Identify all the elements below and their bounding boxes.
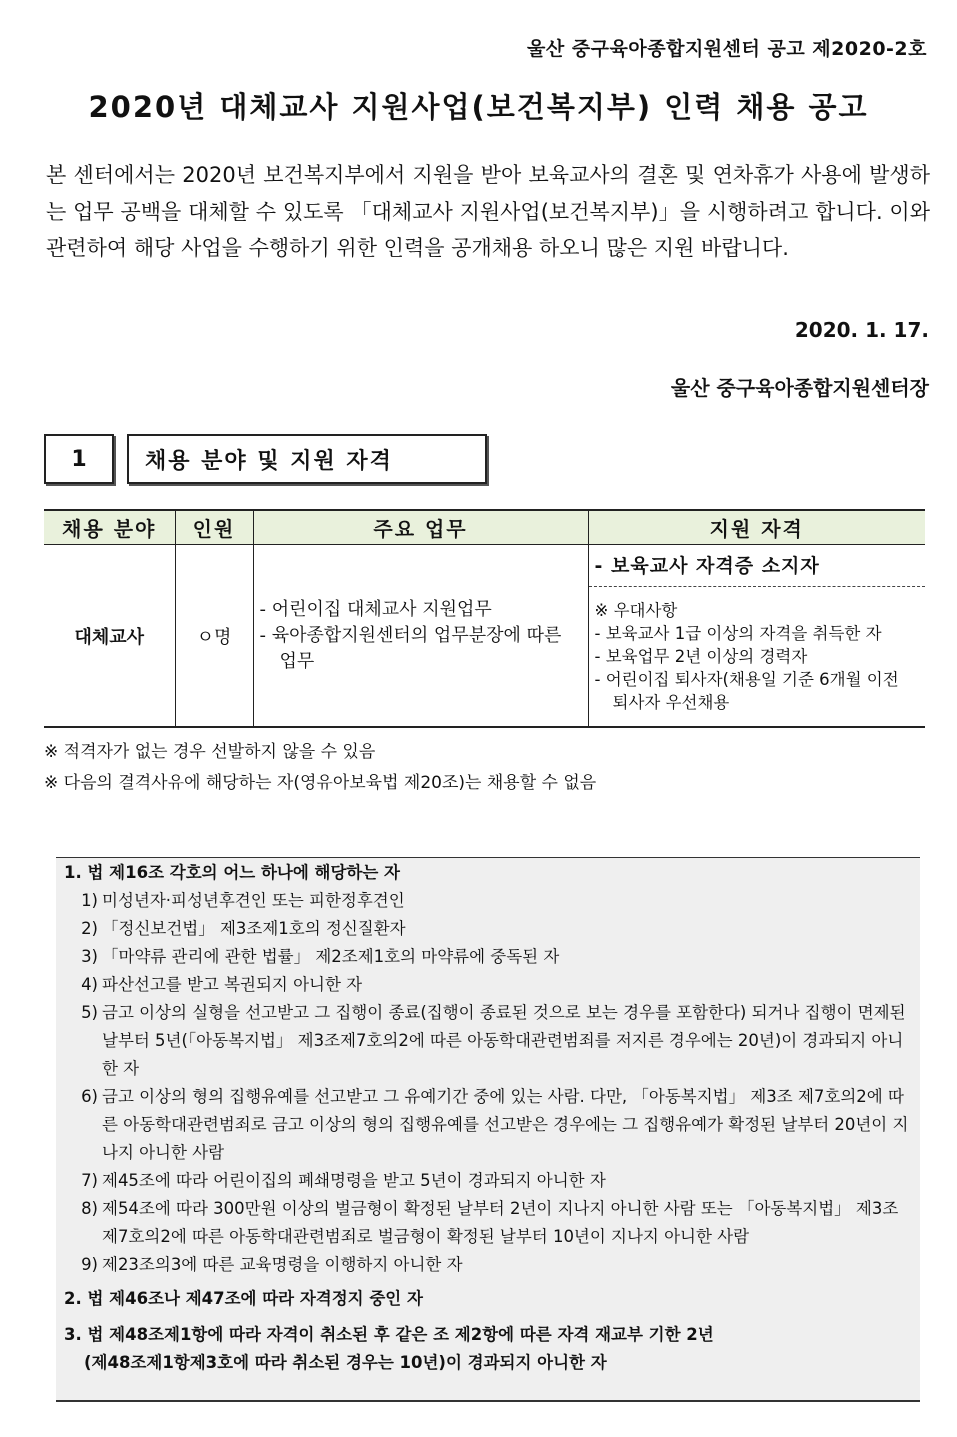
preference-item: - 보육업무 2년 이상의 경력자	[594, 647, 808, 666]
list-item	[64, 1251, 912, 1279]
disqualification-section1-title: 1. 법 제16조 각호의 어느 하나에 해당하는 자	[64, 863, 400, 882]
item-number: 6)	[81, 1087, 98, 1106]
intro-paragraph: 본 센터에서는 2020년 보건복지부에서 지원을 받아 보육교사의 결혼 및 연차휴가 사용에 발생하는 업무 공백을 대체할 수 있도록 「대체교사 지원사업(보건복지부)」을 시행하려고 합니다. 이와 관련하여 해당 사업을 수행하기 위한 인력을 공개채용 하오니 많은 지원 바랍니다.	[46, 163, 930, 260]
item-number: 2)	[81, 919, 98, 938]
disqualification-section2: 2. 법 제46조나 제47조에 따라 자격정지 중인 자	[64, 1289, 423, 1308]
section3-line: (제48조제1항제3호에 따라 취소된 경우는 10년)이 경과되지 아니한 자	[84, 1353, 607, 1372]
item-text: 「정신보건법」 제3조제1호의 정신질환자	[102, 919, 406, 938]
item-number: 7)	[81, 1171, 98, 1190]
item-text: 금고 이상의 실형을 선고받고 그 집행이 종료(집행이 종료된 것으로 보는 경우를 포함한다) 되거나 집행이 면제된 날부터 5년(「아동복지법」 제3조제7호의2에 따른 아동학대관련범죄를 저지른 경우에는 20년)이 경과되지 아니한 자	[102, 1003, 906, 1078]
item-text: 「마약류 관리에 관한 법률」 제2조제1호의 마약류에 중독된 자	[102, 947, 560, 966]
disqualification-list	[64, 887, 912, 1279]
preference-item: - 보육교사 1급 이상의 자격을 취득한 자	[594, 624, 882, 643]
item-text: 금고 이상의 형의 집행유예를 선고받고 그 유예기간 중에 있는 사람. 다만, 「아동복지법」 제3조 제7호의2에 따른 아동학대관련범죄로 금고 이상의 형의 집행유예를 선고받은 경우에는 그 집행유예가 확정된 날부터 20년이 지나지 아니한 사람	[102, 1087, 909, 1162]
disqualification-section3	[64, 1321, 912, 1377]
item-number: 4)	[81, 975, 98, 994]
footnote: ※ 다음의 결격사유에 해당하는 자(영유아보육법 제20조)는 채용할 수 없음	[44, 773, 597, 793]
footnote: ※ 적격자가 없는 경우 선발하지 않을 수 있음	[44, 742, 376, 762]
notice-number: 울산 중구육아종합지원센터 공고 제2020-2호	[527, 38, 927, 60]
section3-line: 3. 법 제48조제1항에 따라 자격이 취소된 후 같은 조 제2항에 따른 자격 재교부 기한 2년	[64, 1325, 714, 1344]
list-item	[64, 1195, 912, 1251]
item-text: 제54조에 따라 300만원 이상의 벌금형이 확정된 날부터 2년이 지나지 아니한 사람 또는 「아동복지법」 제3조제7호의2에 따른 아동학대관련범죄로 벌금형이 확정된 날부터 10년이 지나지 아니한 사람	[102, 1199, 899, 1246]
list-item	[64, 971, 912, 999]
item-number: 8)	[81, 1199, 98, 1218]
disqualification-box	[56, 857, 920, 1402]
item-number: 1)	[81, 891, 98, 910]
cell-duties	[253, 545, 588, 728]
duty-item: - 어린이집 대체교사 지원업무	[259, 598, 492, 620]
list-item	[64, 1083, 912, 1167]
signer: 울산 중구육아종합지원센터장	[670, 376, 929, 400]
preferences-title: ※ 우대사항	[594, 601, 678, 620]
list-item	[64, 915, 912, 943]
page-title: 2020년 대체교사 지원사업(보건복지부) 인력 채용 공고	[88, 90, 869, 124]
preferences	[589, 587, 926, 726]
header-duties: 주요 업무	[253, 510, 588, 545]
cell-count: ㅇ명	[175, 545, 253, 728]
qualification-main: - 보육교사 자격증 소지자	[589, 545, 926, 587]
list-item	[64, 943, 912, 971]
table-row	[44, 545, 925, 728]
duties-list	[254, 597, 588, 675]
notice-date: 2020. 1. 17.	[794, 318, 929, 342]
item-text: 파산선고를 받고 복권되지 아니한 자	[102, 975, 363, 994]
section-number-box: 1	[44, 434, 114, 484]
item-number: 3)	[81, 947, 98, 966]
footnotes	[44, 737, 596, 799]
header-qualification: 지원 자격	[588, 510, 925, 545]
preferences-list	[595, 622, 920, 714]
section-title-box: 채용 분야 및 지원 자격	[127, 434, 487, 484]
cell-field: 대체교사	[44, 545, 175, 728]
item-text: 미성년자·피성년후견인 또는 피한정후견인	[102, 891, 405, 910]
list-item	[64, 1167, 912, 1195]
item-number: 9)	[81, 1255, 98, 1274]
recruitment-table	[44, 509, 925, 728]
table-header-row	[44, 510, 925, 545]
item-text: 제45조에 따라 어린이집의 폐쇄명령을 받고 5년이 경과되지 아니한 자	[102, 1171, 606, 1190]
duty-item: - 육아종합지원센터의 업무분장에 따른 업무	[259, 624, 562, 672]
item-text: 제23조의3에 따른 교육명령을 이행하지 아니한 자	[102, 1255, 463, 1274]
preference-item: - 어린이집 퇴사자(채용일 기준 6개월 이전 퇴사자 우선채용	[594, 670, 899, 712]
header-count: 인원	[175, 510, 253, 545]
item-number: 5)	[81, 1003, 98, 1022]
list-item	[64, 999, 912, 1083]
list-item	[64, 887, 912, 915]
header-field: 채용 분야	[44, 510, 175, 545]
cell-qualification	[588, 545, 925, 728]
